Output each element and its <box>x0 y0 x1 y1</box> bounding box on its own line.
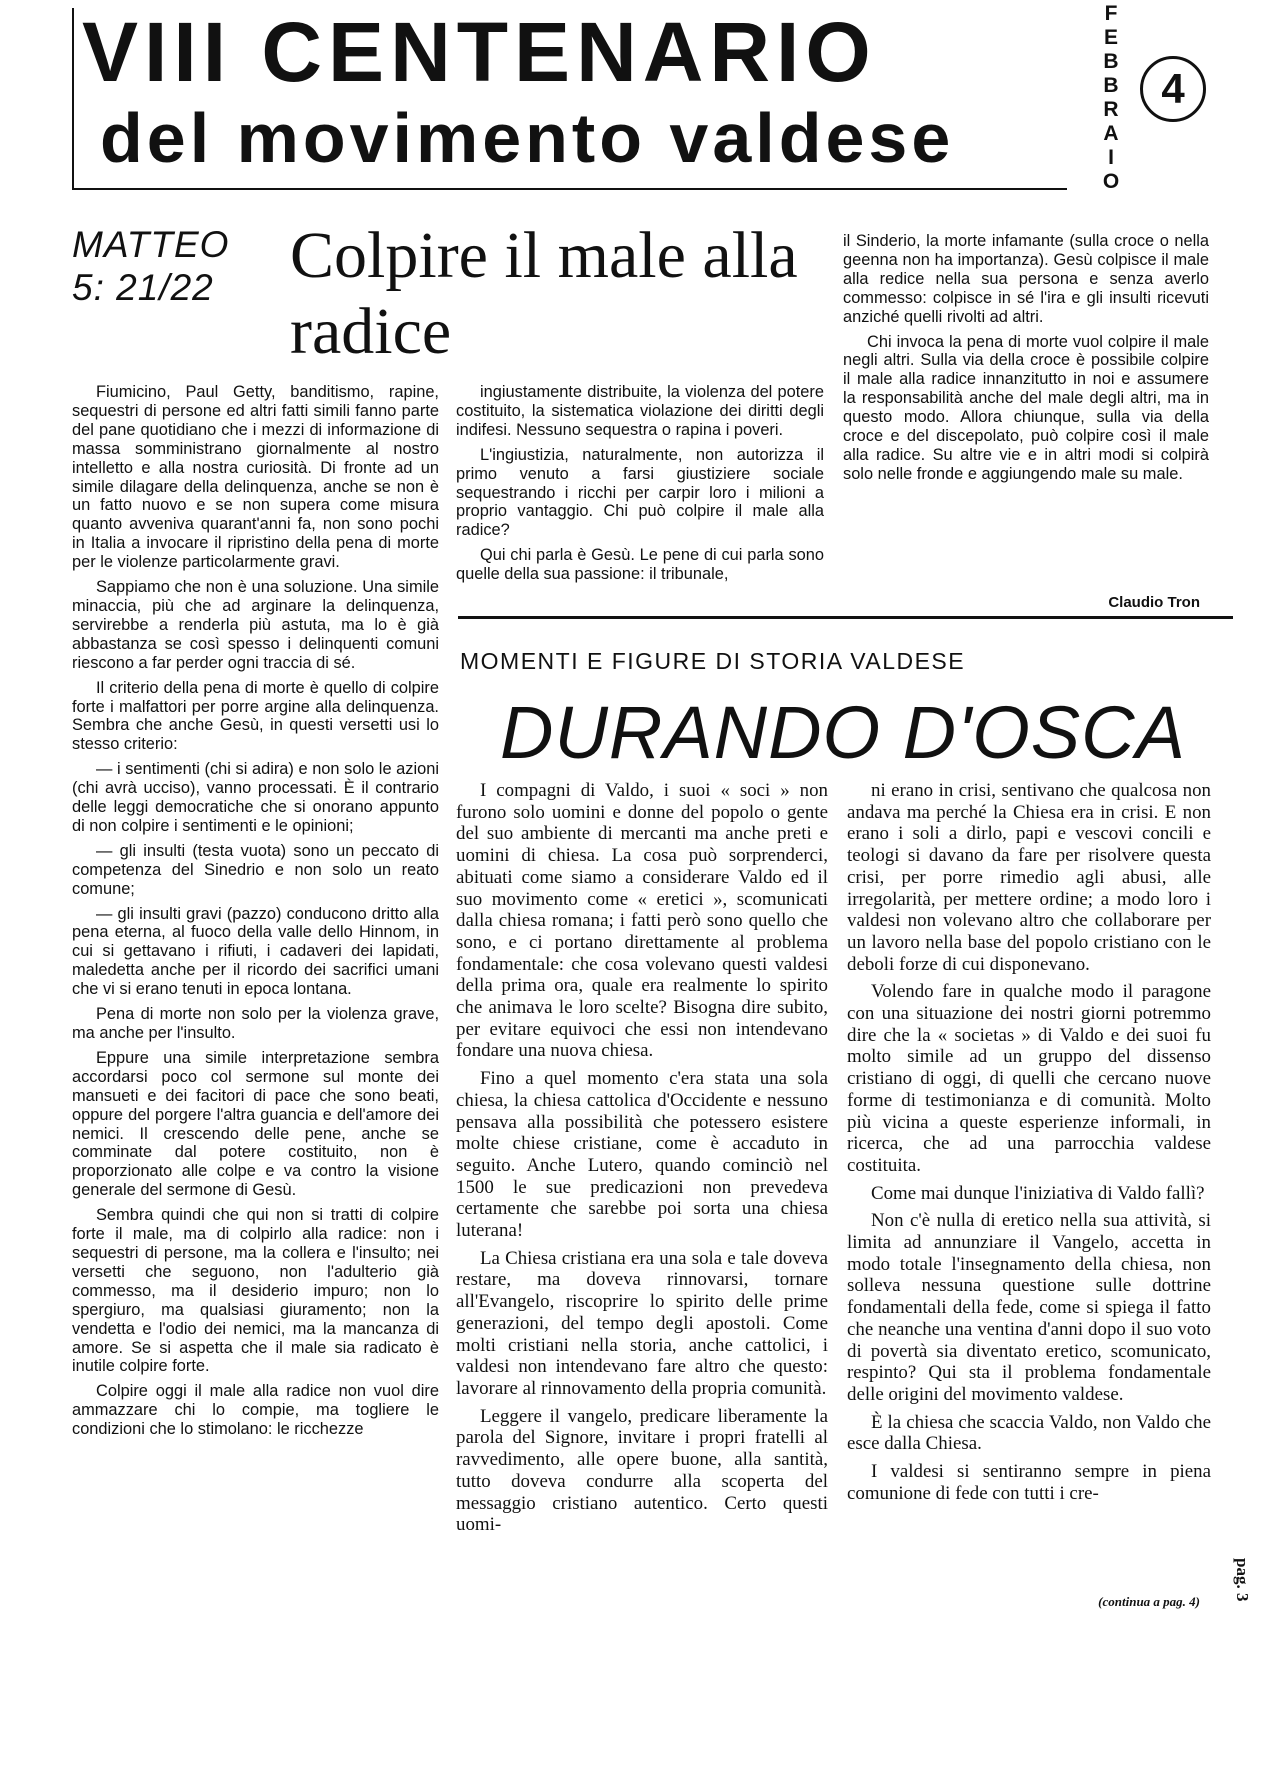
scripture-book: MATTEO <box>72 224 230 265</box>
paragraph: Fiumicino, Paul Getty, banditismo, rapine, sequestri di persone ed altri fatti simili fanno parte del pane quotidiano che i mezzi di informazione di massa somministrano giornalmente al nostro intelletto e alla nostra curiosità. Di fronte ad un simile dilagare della delinquenza, anche se non è un fatto nuovo e se non supera come misura quanto avveniva quarant'anni fa, non sono pochi in Italia a invocare il ripristino della pena di morte per le violenze particolarmente gravi. <box>72 383 439 572</box>
paragraph: Chi invoca la pena di morte vuol colpire il male negli altri. Sulla via della croce è possibile colpire il male alla radice innanzitutto in noi e assumere la responsabilità anche del male degli altri, ma in questo modo. Allora chiunque, sulla via della croce e del discepolato, può colpire così il male alla radice. Su altre vie e in altri modi si colpirà solo nelle fronde e aggiungendo male su male. <box>843 332 1209 483</box>
paragraph: Volendo fare in qualche modo il paragone con una situazione dei nostri giorni potremmo dire che la « societas » di Valdo e dei suoi fu molto simile ad un gruppo del dissenso cristiano di oggi, di quelli che cercano nuove forme di testimonianza e di comunità. Molto più vicina a queste esperienze informali, in ricerca, che ad una parrocchia valdese costituita. <box>847 981 1211 1176</box>
article-column-1 <box>72 383 439 1445</box>
paragraph: La Chiesa cristiana era una sola e tale doveva restare, ma doveva rinnovarsi, tornare all'Evangelo, riscoprire lo spirito delle prime generazioni, del tempo degli apostoli. Come molti cristiani nella storia, anche cattolici, i valdesi non intendevano fare altro che questo: lavorare al rinnovamento della propria comunità. <box>456 1247 828 1399</box>
paragraph: I compagni di Valdo, i suoi « soci » non furono solo uomini e donne del popolo o gente del suo ambiente di mercanti ma anche preti e uomini di chiesa. La cosa può sorprenderci, abituati come siamo a considerare Valdo ed il suo movimento come « eretici », scomunicati dalla chiesa romana; i fatti però sono quello che sono, e ci portano direttamente al problema fondamentale: che cosa volevano questi valdesi della prima ora, quale era realmente lo spirito che animava le loro scelte? Bisogna dire subito, per evitare equivoci che essi non intendevano fondare una nuova chiesa. <box>456 780 828 1062</box>
month-letter: A <box>1103 122 1119 145</box>
paragraph: È la chiesa che scaccia Valdo, non Valdo che esce dalla Chiesa. <box>847 1411 1211 1455</box>
page-number <box>1232 1558 1252 1638</box>
paragraph: Fino a quel momento c'era stata una sola chiesa, la chiesa cattolica d'Occidente e nessuno pensava alla possibilità che potessero esistere molte chiese cristiane, come è accaduto in seguito. Anche Lutero, quando cominciò nel 1500 le sue predicazioni non prevedeva certamente che sarebbe poi sorta una chiesa luterana! <box>456 1068 828 1242</box>
article-title: Colpire il male alla radice <box>290 219 798 368</box>
paragraph: Sembra quindi che qui non si tratti di colpire forte il male, ma di colpirlo alla radice: non i sequestri di persone, ma la collera e l'insulto; nei versetti che seguono, non l'adulterio già commesso, ma il desiderio impuro; non lo spergiuro, ma qualsiasi giuramento; non la vendetta e l'odio dei nemici, ma la mancanza di amore. Se si aspetta che il male sia radicato è inutile colpire forte. <box>72 1206 439 1376</box>
month-letter: B <box>1103 50 1119 73</box>
story-column-1 <box>456 780 828 1542</box>
masthead-subtitle: del movimento valdese <box>100 99 955 177</box>
paragraph: Qui chi parla è Gesù. Le pene di cui parla sono quelle della sua passione: il tribunale, <box>456 546 824 584</box>
paragraph: — i sentimenti (chi si adira) e non solo le azioni (chi avrà ucciso), vanno processati. È il contrario delle leggi democratiche che si onorano appunto di non colpire i sentimenti e le opinioni; <box>72 760 439 835</box>
paragraph: Colpire oggi il male alla radice non vuol dire ammazzare chi lo compie, ma togliere le condizioni che lo stimolano: le ricchezze <box>72 1382 439 1439</box>
paragraph: il Sinderio, la morte infamante (sulla croce o nella geenna non ha importanza). Gesù colpisce il male alla redice nella sua persona e senza averlo commesso: colpisce in sé l'ira e gli insulti ricevuti anziché quelli rivolti ad altri. <box>843 232 1209 326</box>
section-divider <box>458 616 1233 619</box>
section-heading: MOMENTI E FIGURE DI STORIA VALDESE <box>460 648 966 674</box>
paragraph: — gli insulti gravi (pazzo) conducono dritto alla pena eterna, al fuoco della valle dello Hinnom, in cui si gettavano i rifiuti, i cadaveri dei lapidati, maledetta anche per il ricordo dei sacrifici umani che vi si erano tenuti in epoca lontana. <box>72 904 439 999</box>
paragraph: I valdesi si sentiranno sempre in piena comunione di fede con tutti i cre- <box>847 1461 1211 1504</box>
month-letter: R <box>1103 98 1119 121</box>
paragraph: — gli insulti (testa vuota) sono un peccato di competenza del Sinedrio e non solo un reato comune; <box>72 841 439 898</box>
month-vertical <box>1098 2 1124 194</box>
article-column-2 <box>456 383 824 590</box>
story-headline: DURANDO D'OSCA <box>500 691 1186 774</box>
story-column-2 <box>847 780 1211 1511</box>
paragraph: Pena di morte non solo per la violenza grave, ma anche per l'insulto. <box>72 1005 439 1042</box>
paragraph: Sappiamo che non è una soluzione. Una simile minaccia, più che ad arginare la delinquenza, servirebbe a renderla più astuta, ma lo è già abbastanza se così spesso i delinquenti comuni riescono a far perder ogni traccia di sé. <box>72 578 439 672</box>
paragraph: ingiustamente distribuite, la violenza del potere costituito, la sistematica violazione dei diritti degli indifesi. Nessuno sequestra o rapina i poveri. <box>456 383 824 439</box>
paragraph: Non c'è nulla di eretico nella sua attività, si limita ad annunziare il Vangelo, accetta in modo totale l'insegnamento della chiesa, non solleva nessuna questione sulle dottrine fondamentali della fede, come si spiega il fatto che neanche una ventina d'anni dopo il suo voto di povertà sia diventato eretico, scomunicato, respinto? Qui sta il problema fondamentale delle origini del movimento valdese. <box>847 1210 1211 1405</box>
paragraph: Leggere il vangelo, predicare liberamente la parola del Signore, invitare i propri fratelli al ravvedimento, alle opere buone, alla santità, tutto doveva condurre alla scoperta del messaggio cristiano autentico. Certo questi uomi- <box>456 1405 828 1536</box>
paragraph: Il criterio della pena di morte è quello di colpire forte i malfattori per porre argine alla delinquenza. Sembra che anche Gesù, in questi versetti usi lo stesso criterio: <box>72 678 439 754</box>
issue-number-badge: 4 <box>1140 56 1206 122</box>
paragraph: Eppure una simile interpretazione sembra accordarsi poco col sermone sul monte dei mansueti e dei facitori di pace che sono beati, oppure del porgere l'altra guancia e dell'amore dei nemici. Il crescendo delle pene, anche se comminate dal potere costituito, non è proporzionato alle colpe e va contro la visione generale del sermone di Gesù. <box>72 1048 439 1200</box>
paragraph: L'ingiustizia, naturalmente, non autorizza il primo venuto a farsi giustiziere sociale sequestrando i ricchi per carpir loro i milioni a proprio vantaggio. Chi può colpire il male alla radice? <box>456 445 824 540</box>
page-number-label: pag. 3 <box>1233 1558 1252 1602</box>
continued-note: (continua a pag. 4) <box>1098 1594 1200 1609</box>
author-byline: Claudio Tron <box>1108 594 1200 611</box>
article-column-3 <box>843 232 1209 490</box>
paragraph: Come mai dunque l'iniziativa di Valdo fallì? <box>871 1182 1205 1204</box>
month-letter: I <box>1108 146 1114 169</box>
masthead-title: VIII CENTENARIO <box>82 5 877 99</box>
paragraph: ni erano in crisi, sentivano che qualcosa non andava ma perché la Chiesa era in crisi. E non erano i soli a dirlo, papi e vescovi concili e teologi si davano da fare per risolvere questa crisi, per porre rimedio agli abusi, alle irregolarità, per mettere ordine; a modo loro i valdesi non volevano altro che collaborare per un lavoro nella base del popolo cristiano con le deboli forze di cui disponevano. <box>847 780 1211 975</box>
month-letter: F <box>1104 2 1118 25</box>
month-letter: E <box>1103 26 1118 49</box>
scripture-reference <box>72 223 252 309</box>
month-letter: O <box>1102 170 1120 193</box>
scripture-verses: 5: 21/22 <box>72 267 214 308</box>
month-letter: B <box>1103 74 1119 97</box>
